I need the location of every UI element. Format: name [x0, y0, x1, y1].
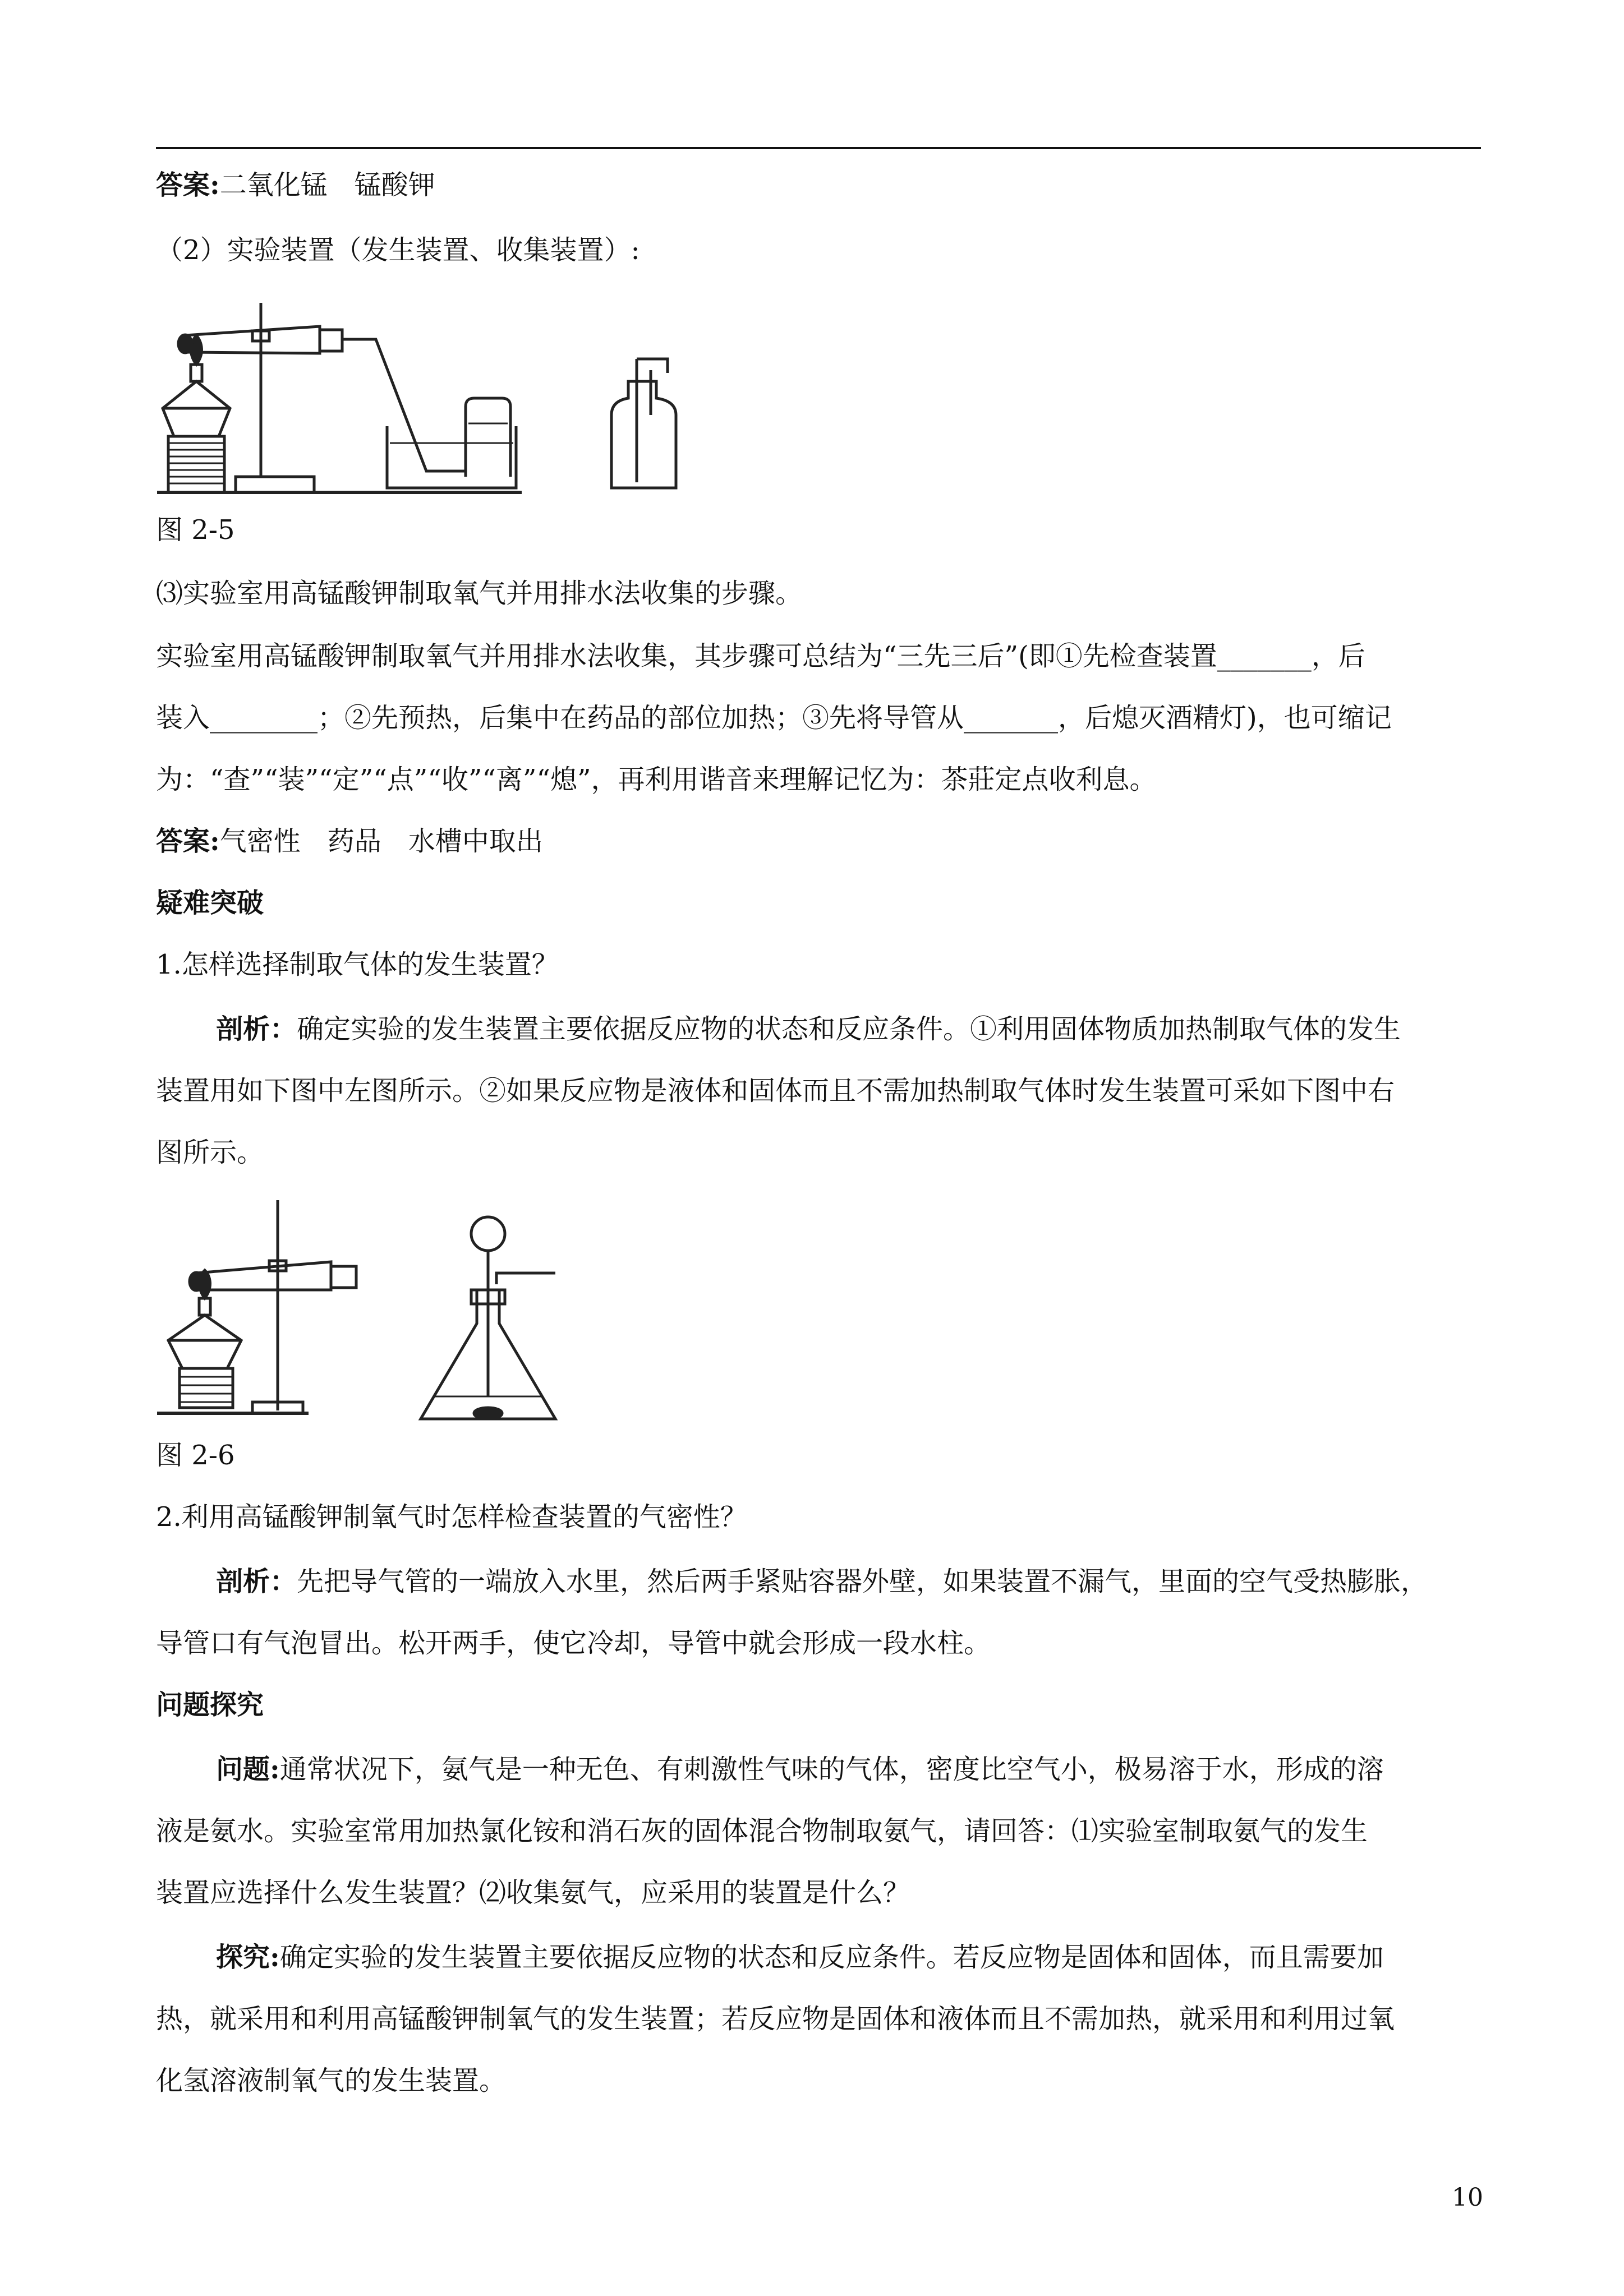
figure-2-6-caption: 图 2-6 — [156, 1440, 235, 1471]
item-2-heading: （2）实验装置（发生装置、收集装置）: — [156, 234, 640, 266]
analysis-text: 确定实验的发生装置主要依据反应物的状态和反应条件。①利用固体物质加热制取气体的发生 — [297, 1013, 1401, 1045]
header-rule — [156, 147, 1481, 149]
question-2: 2.利用高锰酸钾制氧气时怎样检查装置的气密性？ — [156, 1501, 747, 1533]
question-1: 1.怎样选择制取气体的发生装置？ — [156, 949, 559, 980]
figure-2-5 — [151, 286, 690, 499]
explore-line-2: 热，就采用和利用高锰酸钾制氧气的发生装置；若反应物是固体和液体而且不需加热，就采用和利用过氧 — [156, 2003, 1395, 2035]
analysis-1-line-1 — [216, 1012, 1401, 1046]
analysis-2-line-2: 导管口有气泡冒出。松开两手，使它冷却，导管中就会形成一段水柱。 — [156, 1628, 991, 1659]
figure-2-6 — [151, 1189, 600, 1424]
analysis-1-line-3: 图所示。 — [156, 1137, 264, 1168]
explore-text: 确定实验的发生装置主要依据反应物的状态和反应条件。若反应物是固体和固体，而且需要加 — [279, 1942, 1384, 1973]
problem-label: 问题: — [216, 1754, 280, 1785]
explore-label: 探究: — [216, 1942, 280, 1973]
analysis-1-line-2: 装置用如下图中左图所示。②如果反应物是液体和固体而且不需加热制取气体时发生装置可采如下图中右 — [156, 1075, 1395, 1106]
answer-text: 二氧化锰 锰酸钾 — [219, 169, 435, 201]
steps-line-1: 实验室用高锰酸钾制取氧气并用排水法收集，其步骤可总结为“三先三后”(即①先检查装置_______，后 — [156, 640, 1365, 672]
answer-label: 答案: — [156, 169, 220, 201]
figure-2-5-caption: 图 2-5 — [156, 514, 235, 546]
steps-line-2: 装入________；②先预热，后集中在药品的部位加热；③先将导管从_______，后熄灭酒精灯)，也可缩记 — [156, 702, 1392, 734]
analysis-label: 剖析： — [216, 1013, 297, 1045]
section-heading-inquiry: 问题探究 — [156, 1689, 264, 1721]
answer-1 — [156, 168, 435, 202]
explore-line-3: 化氢溶液制氧气的发生装置。 — [156, 2065, 507, 2096]
item-3-heading: ⑶实验室用高锰酸钾制取氧气并用排水法收集的步骤。 — [156, 578, 803, 609]
analysis-label: 剖析： — [216, 1566, 297, 1597]
explore-line-1 — [216, 1940, 1384, 1974]
answer-2 — [156, 824, 543, 858]
answer-label: 答案: — [156, 826, 220, 857]
analysis-2-line-1 — [216, 1565, 1428, 1598]
problem-text: 通常状况下，氨气是一种无色、有刺激性气味的气体，密度比空气小，极易溶于水，形成的溶 — [279, 1754, 1384, 1785]
problem-line-1 — [216, 1753, 1384, 1786]
section-heading-difficulties: 疑难突破 — [156, 887, 264, 919]
steps-line-3: 为：“查”“装”“定”“点”“收”“离”“熄”，再利用谐音来理解记忆为：茶莊定点收利息。 — [156, 764, 1157, 795]
problem-line-3: 装置应选择什么发生装置？⑵收集氨气，应采用的装置是什么？ — [156, 1877, 910, 1908]
answer-text: 气密性 药品 水槽中取出 — [219, 826, 543, 857]
analysis-text: 先把导气管的一端放入水里，然后两手紧贴容器外壁，如果装置不漏气，里面的空气受热膨胀， — [297, 1566, 1428, 1597]
page-number: 10 — [1452, 2183, 1483, 2212]
problem-line-2: 液是氨水。实验室常用加热氯化铵和消石灰的固体混合物制取氨气，请回答：⑴实验室制取氨气的发生 — [156, 1815, 1368, 1847]
